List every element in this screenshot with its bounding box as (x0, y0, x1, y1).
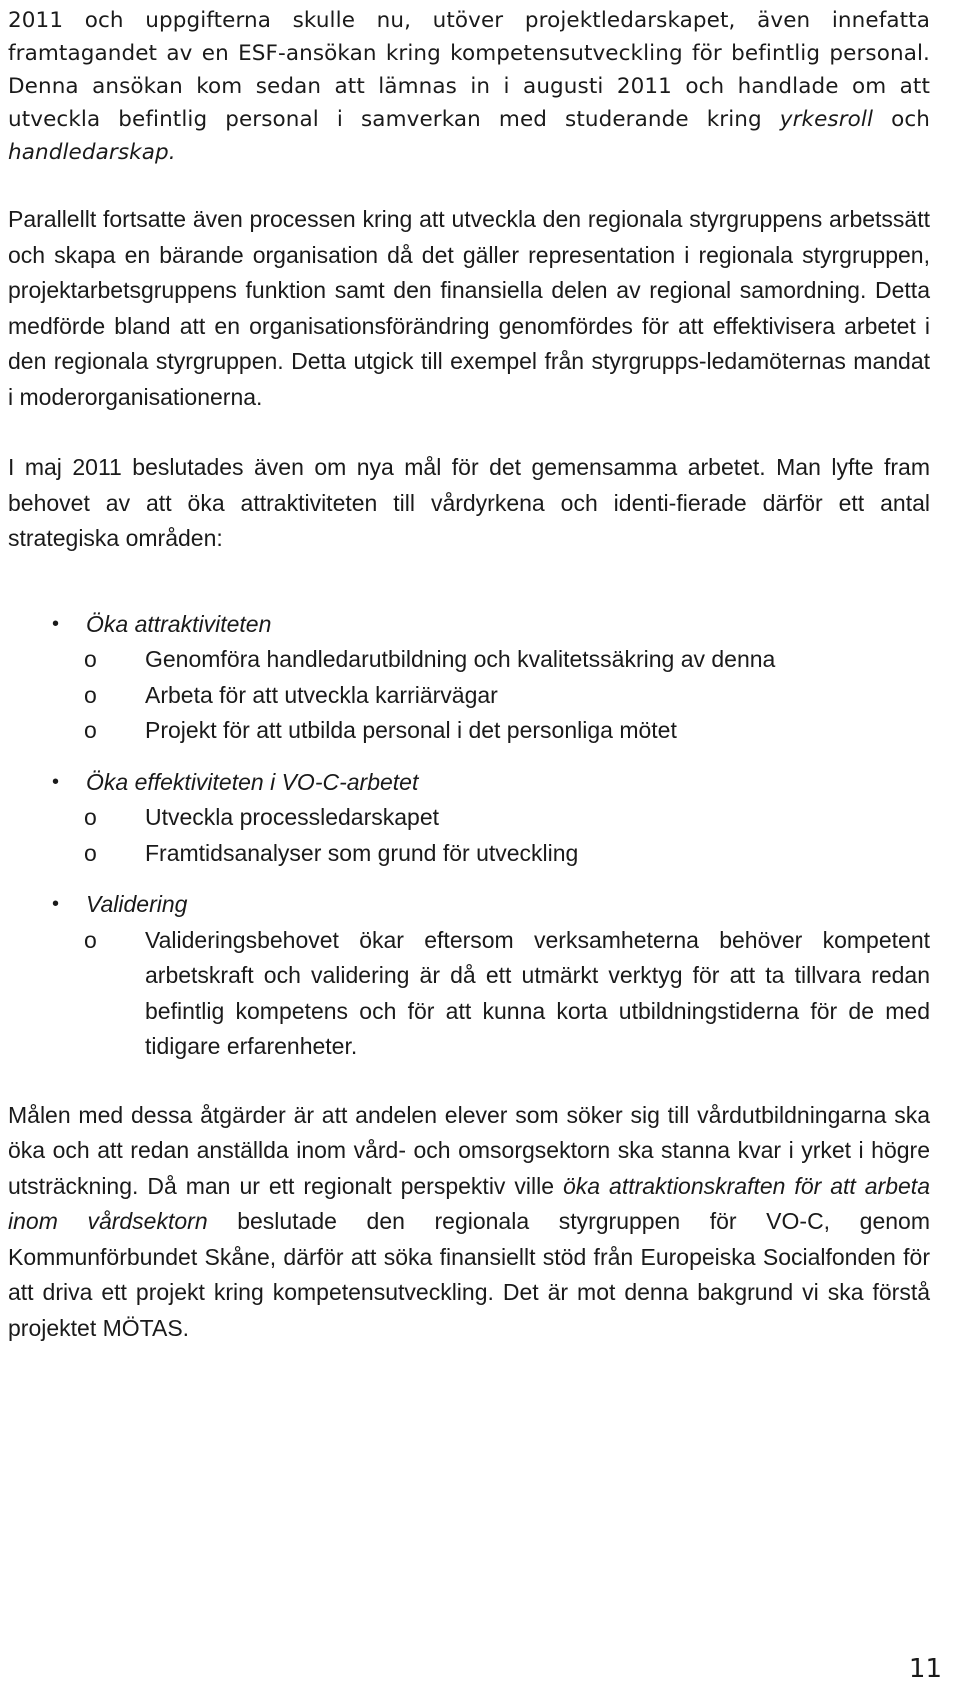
sub-item-text: Framtidsanalyser som grund för utveckling (145, 839, 579, 866)
intro-text-joiner: och (873, 107, 931, 132)
sub-item-text: Utveckla processledarskapet (145, 804, 440, 830)
bullet-icon: • (52, 770, 60, 793)
circle-bullet-icon: o (84, 804, 97, 830)
strategic-areas-list (8, 607, 930, 1065)
intro-paragraph (8, 0, 930, 169)
document-page (8, 0, 930, 1346)
sub-list (86, 642, 930, 749)
bullet-icon: • (52, 612, 60, 635)
styrgrupp-paragraph: Parallellt fortsatte även processen kring att utveckla den regionala styrgruppens arbetssätt och skapa en bärande organisation då det gäller representation i regionala styrgruppen, projektarbetsgruppens funktion samt den finansiella delen av regional samordning. Detta medförde bland att en organisationsförändring genomfördes för att effektivisera arbetet i den regionala styrgruppen. Detta utgick till exempel från styrgrupps-ledamöternas mandat i moderorganisationerna. (8, 206, 930, 410)
conclusion-text-start: Målen med dessa åtgärder är att andelen elever som söker sig till vårdutbildningarna ska öka och att redan anställda inom vård- och omsorgsektorn ska stanna kvar i yrket i högre utsträckning. Då man ur ett regionalt perspektiv ville (8, 1101, 930, 1199)
emphasis-attraktionskraft: öka attraktionskraften för att arbeta inom vårdsektorn (8, 1172, 930, 1234)
sub-item-text: Genomföra handledarutbildning och kvalitetssäkring av denna (145, 646, 776, 672)
list-item (8, 713, 930, 749)
circle-bullet-icon: o (84, 926, 97, 953)
area-title: Öka attraktiviteten (86, 610, 272, 637)
list-item (8, 765, 930, 872)
list-item (8, 836, 930, 872)
list-item (8, 607, 930, 749)
area-title: Öka effektiviteten i VO-C-arbetet (86, 768, 419, 795)
sub-item-text: Arbeta för att utveckla karriärvägar (145, 681, 498, 708)
goals-paragraph: I maj 2011 beslutades även om nya mål för det gemensamma arbetet. Man lyfte fram behovet av att öka attraktiviteten till vårdyrkena och identi-fierade därför ett antal strategiska områden: (8, 454, 930, 551)
emphasis-handledarskap: handledarskap. (8, 140, 176, 165)
conclusion-paragraph (8, 1098, 930, 1347)
circle-bullet-icon: o (84, 646, 97, 672)
list-item (8, 642, 930, 678)
intro-text-start: 2011 och uppgifterna skulle nu, utöver projektledarskapet, även innefatta framtagandet av en ESF-ansökan kring kompetensutveckling för befintlig personal. Denna ansökan kom sedan att lämnas in i augusti 2011 och handlade om att utveckla befintlig personal i samverkan med studerande kring (8, 8, 930, 132)
sub-list (86, 923, 930, 1065)
conclusion-text-end: beslutade den regionala styrgruppen för VO-C, genom Kommunförbundet Skåne, därför att söka finansiellt stöd från Europeiska Socialfonden för att driva ett projekt kring kompetensutveckling. Det är mot denna bakgrund vi ska förstå projektet MÖTAS. (8, 1208, 930, 1341)
list-item (8, 678, 930, 714)
sub-list (86, 800, 930, 871)
circle-bullet-icon: o (84, 717, 97, 743)
page-number: 11 (908, 1654, 942, 1684)
list-item (8, 923, 930, 1065)
circle-bullet-icon: o (84, 681, 97, 708)
sub-item-text: Valideringsbehovet ökar eftersom verksamheterna behöver kompetent arbetskraft och validering är då ett utmärkt verktyg för att ta tillvara redan befintlig kompetens och för att kunna korta utbildningstiderna för de med tidigare erfarenheter. (145, 926, 930, 1059)
list-item (8, 887, 930, 1065)
list-item (8, 800, 930, 836)
emphasis-yrkesroll: yrkesroll (779, 107, 874, 132)
bullet-icon: • (52, 893, 60, 915)
area-title: Validering (86, 891, 188, 917)
sub-item-text: Projekt för att utbilda personal i det personliga mötet (145, 717, 677, 743)
circle-bullet-icon: o (84, 839, 97, 866)
